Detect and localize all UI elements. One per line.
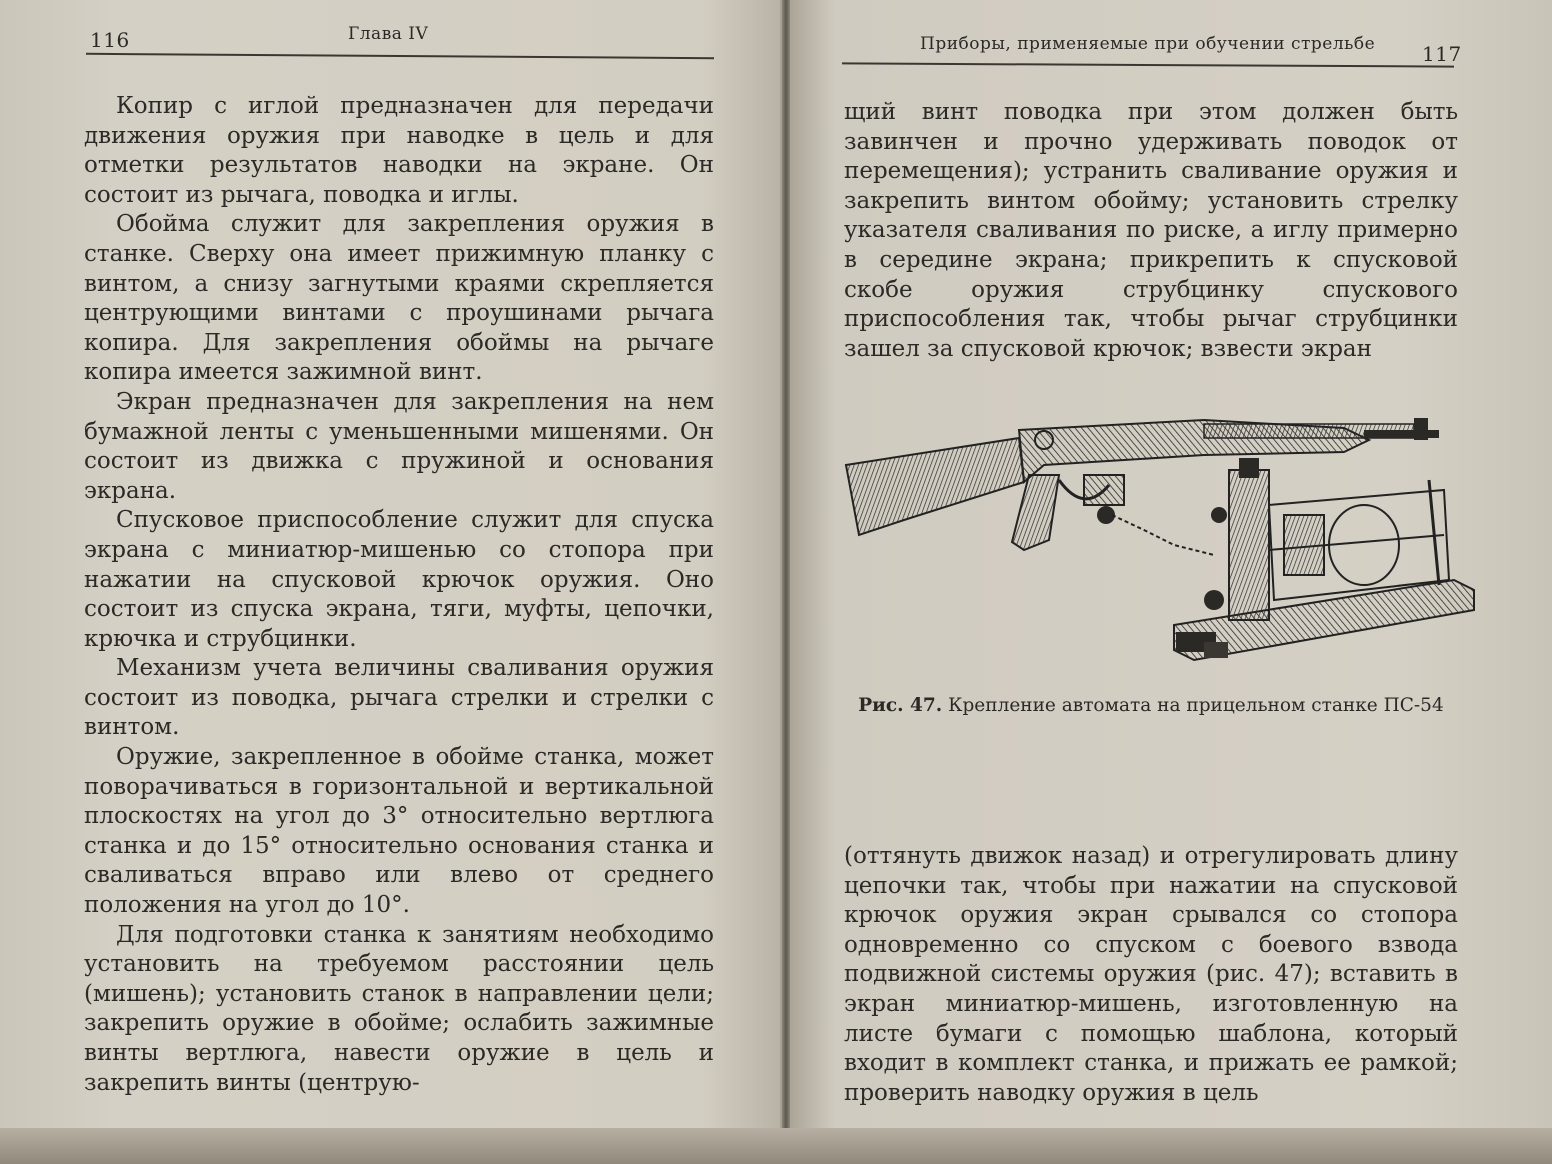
running-header: Приборы, применяемые при обучении стрельбе — [920, 34, 1376, 54]
stand-column — [1204, 458, 1269, 620]
trigger-chain — [1112, 515, 1214, 555]
paragraph: Для подготовки станка к занятиям необходимо установить на требуемом расстоянии цель (мишень); установить станок в направлении цели; закрепить оружие в обойме; ослабить зажимные винты вертлюга, навести оружие в цель и закрепить винты (центрую- — [84, 921, 714, 1096]
right-top-text — [844, 98, 1458, 364]
paragraph: Обойма служит для закрепления оружия в станке. Сверху она имеет прижимную планку с винтом, а снизу загнутыми краями скрепляется центрующими винтами с проушинами рычага копира. Для закрепления обоймы на рычаге копира имеется зажимной винт. — [84, 211, 714, 386]
right-page — [790, 0, 1552, 1130]
page-number-right: 117 — [1422, 42, 1462, 66]
header-rule-left — [86, 53, 714, 59]
left-body-text — [84, 92, 714, 1098]
book-bottom-edge — [0, 1128, 1552, 1164]
screen-frame — [1269, 480, 1449, 600]
paragraph: Копир с иглой предназначен для передачи движения оружия при наводке в цель и для отметки результатов наводки на экране. Он состоит из рычага, поводка и иглы. — [84, 93, 714, 208]
right-bottom-text — [844, 842, 1458, 1108]
rifle-on-aiming-stand-illustration — [844, 410, 1484, 680]
paragraph: Спусковое приспособление служит для спуска экрана с миниатюр-мишенью со стопора при нажатии на спусковой крючок оружия. Оно состоит из спуска экрана, тяги, муфты, цепочки, крючка и струбцинки. — [84, 507, 714, 652]
figure-caption-text: Крепление автомата на прицельном станке ПС-54 — [948, 695, 1444, 716]
paragraph: Механизм учета величины сваливания оружия состоит из поводка, рычага стрелки и стрелки с винтом. — [84, 655, 714, 741]
paragraph: Оружие, закрепленное в обойме станка, может поворачиваться в горизонтальной и вертикальной плоскостях на угол до 3° относительно вертлюга станка и до 15° относительно основания станка и сваливаться вправо или влево от среднего положения на угол до 10°. — [84, 744, 714, 919]
page-number-left: 116 — [90, 28, 130, 52]
chapter-header: Глава IV — [348, 24, 429, 44]
paragraph: щий винт поводка при этом должен быть завинчен и прочно удерживать поводок от перемещения); устранить сваливание оружия и закрепить винтом обойму; установить стрелку указателя сваливания по риске, а иглу примерно в середине экрана; прикрепить к спусковой скобе оружия струбцинку спускового приспособления так, чтобы рычаг струбцинки зашел за спусковой крючок; взвести экран — [844, 99, 1458, 362]
left-page — [0, 0, 782, 1130]
paragraph: Экран предназначен для закрепления на нем бумажной ленты с уменьшенными мишенями. Он состоит из движка с пружиной и основания экрана. — [84, 388, 714, 504]
paragraph: (оттянуть движок назад) и отрегулировать длину цепочки так, чтобы при нажатии на спусковой крючок оружия экран срывался со стопора одновременно со спуском с боевого взвода подвижной системы оружия (рис. 47); вставить в экран миниатюр-мишень, изготовленную на листе бумаги с помощью шаблона, который входит в комплект станка, и прижать ее рамкой; проверить наводку оружия в цель — [844, 843, 1458, 1106]
figure-caption — [844, 694, 1458, 718]
header-rule-right — [842, 62, 1454, 67]
book-gutter — [782, 0, 790, 1130]
figure-label: Рис. 47. — [858, 695, 943, 716]
rifle — [846, 418, 1439, 550]
